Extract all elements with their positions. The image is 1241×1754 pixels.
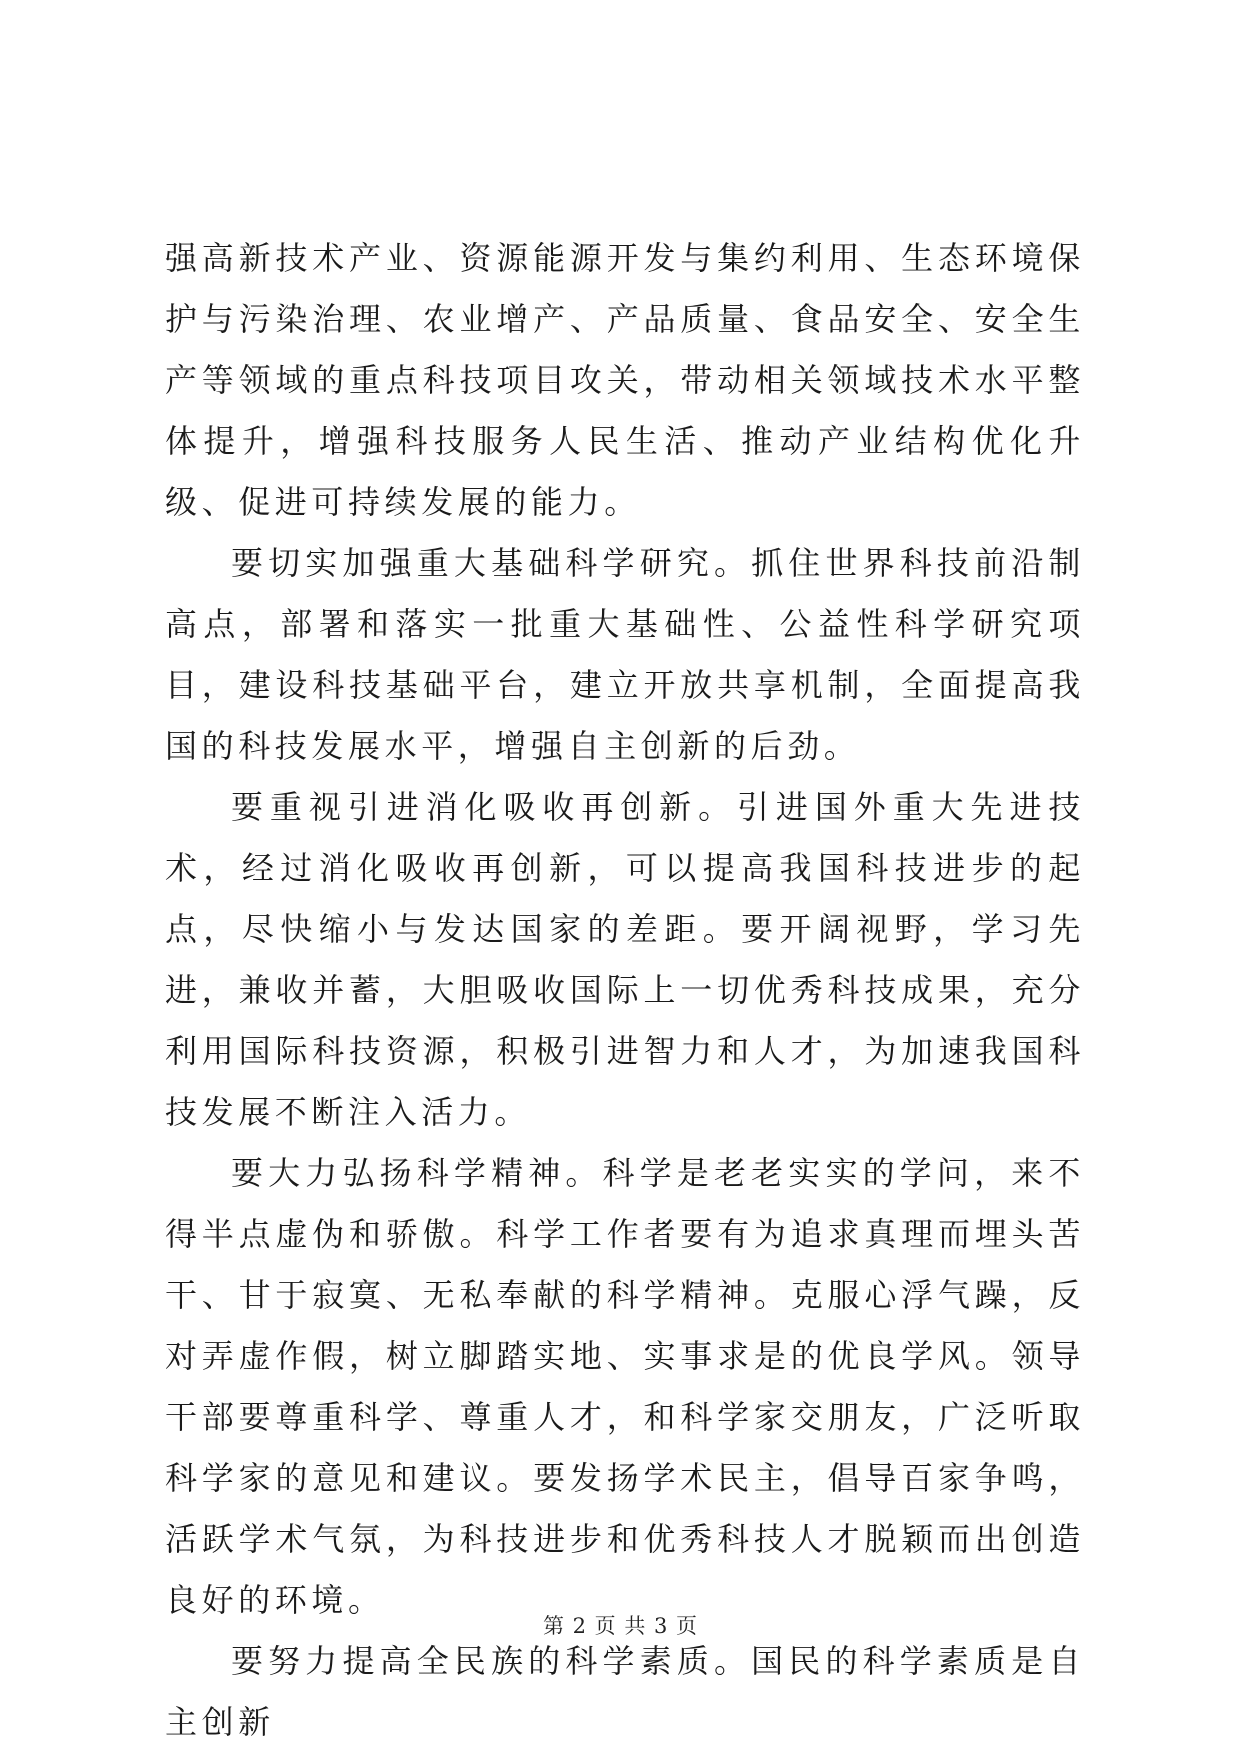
paragraph-continuation: 强高新技术产业、资源能源开发与集约利用、生态环境保护与污染治理、农业增产、产品质量、食品安全、安全生产等领域的重点科技项目攻关，带动相关领域技术水平整体提升，增强科技服务人民生活、推动产业结构优化升级、促进可持续发展的能力。 <box>165 239 1085 521</box>
paragraph-basic-research: 要切实加强重大基础科学研究。抓住世界科技前沿制高点，部署和落实一批重大基础性、公益性科学研究项目，建设科技基础平台，建立开放共享机制，全面提高我国的科技发展水平，增强自主创新的后劲。 <box>165 544 1085 765</box>
paragraph-import-innovation: 要重视引进消化吸收再创新。引进国外重大先进技术，经过消化吸收再创新，可以提高我国科技进步的起点，尽快缩小与发达国家的差距。要开阔视野，学习先进，兼收并蓄，大胆吸收国际上一切优秀科技成果，充分利用国际科技资源，积极引进智力和人才，为加速我国科技发展不断注入活力。 <box>165 788 1085 1131</box>
page-footer <box>0 1610 1241 1640</box>
paragraph-scientific-literacy: 要努力提高全民族的科学素质。国民的科学素质是自主创新 <box>165 1642 1085 1741</box>
page-number-label: 第 2 页 共 3 页 <box>542 1614 699 1638</box>
paragraph-scientific-spirit: 要大力弘扬科学精神。科学是老老实实的学问，来不得半点虚伪和骄傲。科学工作者要有为追求真理而埋头苦干、甘于寂寞、无私奉献的科学精神。克服心浮气躁，反对弄虚作假，树立脚踏实地、实事求是的优良学风。领导干部要尊重科学、尊重人才，和科学家交朋友，广泛听取科学家的意见和建议。要发扬学术民主，倡导百家争鸣，活跃学术气氛，为科技进步和优秀科技人才脱颖而出创造良好的环境。 <box>165 1154 1085 1619</box>
document-body <box>165 228 1085 1753</box>
